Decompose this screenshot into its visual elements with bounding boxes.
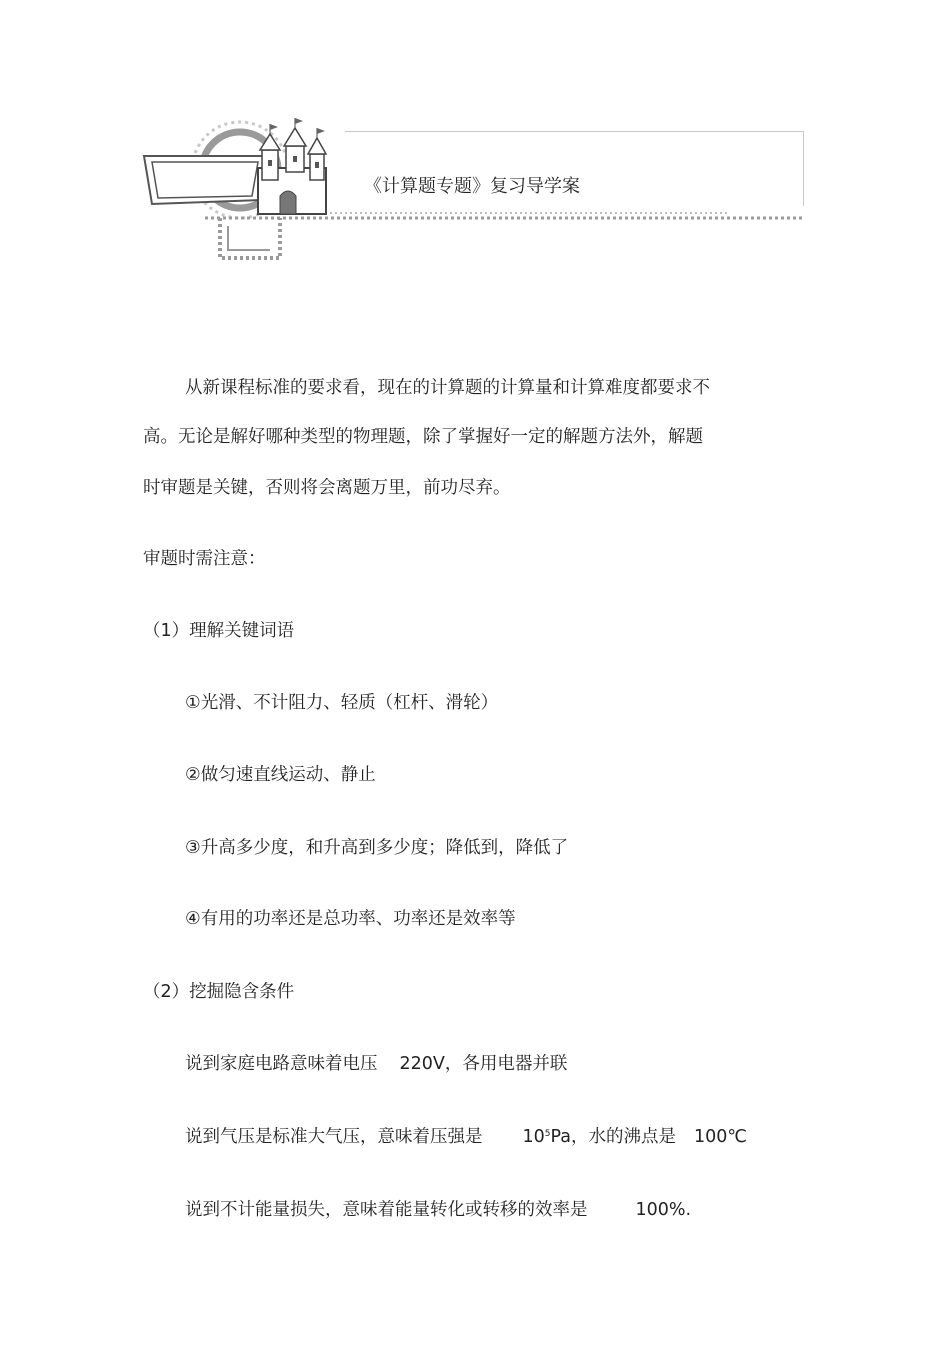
intro-line-3: 时审题是关键，否则将会离题万里，前功尽弃。 xyxy=(143,478,511,498)
item-1-value: 220V，各用电器并联 xyxy=(399,1054,568,1074)
header-banner xyxy=(140,118,810,268)
page-title: 《计算题专题》复习导学案 xyxy=(364,176,580,197)
notice-heading: 审题时需注意： xyxy=(143,549,266,569)
section-1-heading: （1）理解关键词语 xyxy=(143,621,295,641)
section-1-item-4: ④有用的功率还是总功率、功率还是效率等 xyxy=(185,909,516,929)
section-1-item-1: ①光滑、不计阻力、轻质（杠杆、滑轮） xyxy=(185,693,499,713)
section-2-item-1 xyxy=(185,1052,567,1076)
boiling-point: 100℃ xyxy=(694,1127,748,1147)
item-2-text: 说到气压是标准大气压，意味着压强是 xyxy=(185,1127,483,1147)
item-3-text: 说到不计能量损失，意味着能量转化或转移的效率是 xyxy=(185,1200,588,1220)
intro-line-2: 高。无论是解好哪种类型的物理题，除了掌握好一定的解题方法外，解题 xyxy=(143,427,703,447)
item-1-text: 说到家庭电路意味着电压 xyxy=(185,1054,378,1074)
item-3-value: 100%. xyxy=(635,1200,692,1220)
section-2-heading: （2）挖掘隐含条件 xyxy=(143,982,295,1002)
pressure-exponent: 5 xyxy=(544,1129,551,1139)
section-2-item-3 xyxy=(185,1198,691,1222)
section-1-item-3: ③升高多少度，和升高到多少度；降低到，降低了 xyxy=(185,838,569,858)
pressure-base: 10 xyxy=(522,1127,545,1147)
pressure-unit: Pa，水的沸点是 xyxy=(550,1127,677,1147)
section-2-item-2 xyxy=(185,1125,747,1149)
section-1-item-2: ②做匀速直线运动、静止 xyxy=(185,765,376,785)
intro-line-1: 从新课程标准的要求看，现在的计算题的计算量和计算难度都要求不 xyxy=(185,378,710,398)
